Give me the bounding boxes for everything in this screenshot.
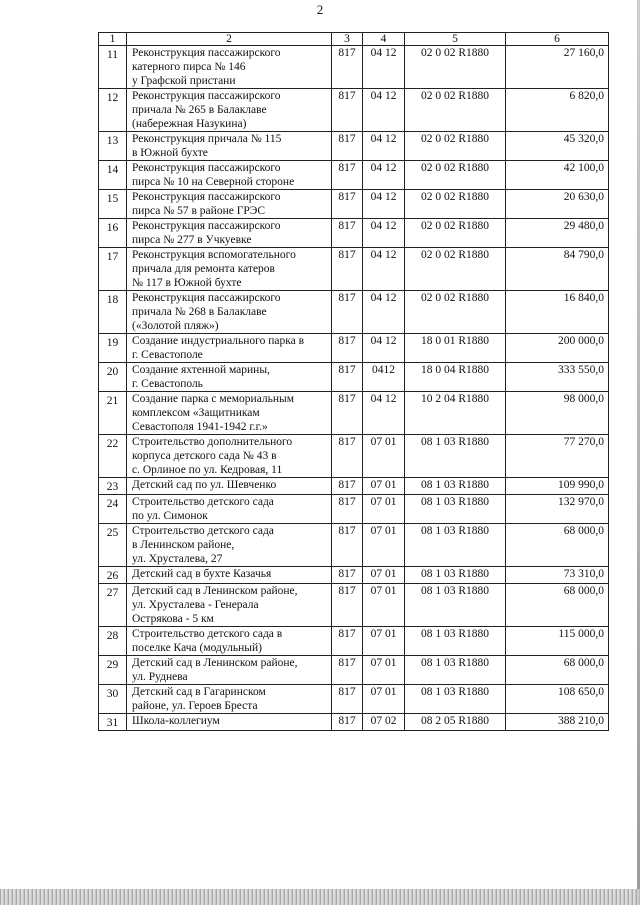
- row-col-5: 08 1 03 R1880: [405, 685, 506, 714]
- row-amount: 42 100,0: [506, 161, 609, 190]
- row-col-3: 817: [332, 334, 363, 363]
- row-name: [127, 132, 332, 161]
- table-row: [99, 132, 609, 161]
- row-name: [127, 495, 332, 524]
- page-number: 2: [316, 2, 324, 17]
- row-col-5: 08 1 03 R1880: [405, 656, 506, 685]
- row-col-3: 817: [332, 161, 363, 190]
- row-name-line: причала № 265 в Балаклаве: [132, 104, 267, 116]
- row-amount: 68 000,0: [506, 524, 609, 567]
- row-col-4: 04 12: [363, 392, 405, 435]
- row-name-line: Строительство детского сада: [132, 496, 274, 508]
- row-name: [127, 656, 332, 685]
- row-name: [127, 584, 332, 627]
- row-col-3: 817: [332, 89, 363, 132]
- row-col-5: 02 0 02 R1880: [405, 190, 506, 219]
- row-name-line: («Золотой пляж»): [132, 320, 219, 332]
- row-name-line: Реконструкция пассажирского: [132, 90, 281, 102]
- row-name-line: (набережная Назукина): [132, 118, 247, 130]
- row-amount: 16 840,0: [506, 291, 609, 334]
- row-name-line: с. Орлиное по ул. Кедровая, 11: [132, 464, 283, 476]
- row-col-3: 817: [332, 685, 363, 714]
- row-number: 12: [99, 89, 127, 132]
- row-name: [127, 685, 332, 714]
- row-col-4: 04 12: [363, 219, 405, 248]
- row-col-5: 08 1 03 R1880: [405, 567, 506, 584]
- row-col-4: 0412: [363, 363, 405, 392]
- row-col-4: 07 01: [363, 524, 405, 567]
- row-number: 25: [99, 524, 127, 567]
- row-col-5: 10 2 04 R1880: [405, 392, 506, 435]
- row-col-4: 04 12: [363, 334, 405, 363]
- row-col-3: 817: [332, 291, 363, 334]
- row-name-line: у Графской пристани: [132, 75, 236, 87]
- row-amount: 200 000,0: [506, 334, 609, 363]
- row-number: 17: [99, 248, 127, 291]
- row-col-4: 07 01: [363, 584, 405, 627]
- row-amount: 98 000,0: [506, 392, 609, 435]
- header-col-1: 1: [99, 33, 127, 46]
- row-col-4: 07 01: [363, 435, 405, 478]
- row-name: [127, 478, 332, 495]
- row-col-4: 07 01: [363, 478, 405, 495]
- header-col-5: 5: [405, 33, 506, 46]
- row-col-3: 817: [332, 627, 363, 656]
- row-col-5: 02 0 02 R1880: [405, 219, 506, 248]
- row-name-line: Строительство детского сада: [132, 525, 274, 537]
- table-row: [99, 161, 609, 190]
- row-name-line: № 117 в Южной бухте: [132, 277, 242, 289]
- row-amount: 29 480,0: [506, 219, 609, 248]
- row-name: [127, 46, 332, 89]
- row-amount: 68 000,0: [506, 656, 609, 685]
- row-number: 11: [99, 46, 127, 89]
- row-col-3: 817: [332, 190, 363, 219]
- row-name: [127, 248, 332, 291]
- row-name-line: Реконструкция пассажирского: [132, 162, 281, 174]
- row-name-line: Детский сад в бухте Казачья: [132, 568, 272, 580]
- row-col-5: 02 0 02 R1880: [405, 46, 506, 89]
- table-row: [99, 291, 609, 334]
- row-name: [127, 334, 332, 363]
- row-name-line: пирса № 57 в районе ГРЭС: [132, 205, 266, 217]
- table-row: [99, 334, 609, 363]
- row-amount: 77 270,0: [506, 435, 609, 478]
- row-col-5: 18 0 01 R1880: [405, 334, 506, 363]
- row-col-3: 817: [332, 714, 363, 731]
- table-row: [99, 685, 609, 714]
- row-number: 29: [99, 656, 127, 685]
- row-number: 14: [99, 161, 127, 190]
- row-col-4: 04 12: [363, 46, 405, 89]
- row-number: 23: [99, 478, 127, 495]
- row-col-5: 08 2 05 R1880: [405, 714, 506, 731]
- row-name-line: Детский сад в Ленинском районе,: [132, 657, 298, 669]
- row-name-line: Севастополя 1941-1942 г.г.»: [132, 421, 268, 433]
- table-row: [99, 567, 609, 584]
- header-col-3: 3: [332, 33, 363, 46]
- row-name: [127, 435, 332, 478]
- row-col-3: 817: [332, 363, 363, 392]
- table-row: [99, 46, 609, 89]
- row-number: 18: [99, 291, 127, 334]
- row-col-4: 04 12: [363, 248, 405, 291]
- row-name: [127, 714, 332, 731]
- row-name-line: г. Севастополе: [132, 349, 203, 361]
- table-row: [99, 190, 609, 219]
- row-name: [127, 219, 332, 248]
- row-name-line: Детский сад по ул. Шевченко: [132, 479, 277, 491]
- row-number: 26: [99, 567, 127, 584]
- row-amount: 115 000,0: [506, 627, 609, 656]
- row-col-4: 07 02: [363, 714, 405, 731]
- row-col-3: 817: [332, 584, 363, 627]
- row-number: 21: [99, 392, 127, 435]
- row-col-5: 02 0 02 R1880: [405, 89, 506, 132]
- row-number: 24: [99, 495, 127, 524]
- row-name-line: по ул. Симонок: [132, 510, 208, 522]
- row-name-line: корпуса детского сада № 43 в: [132, 450, 277, 462]
- row-col-3: 817: [332, 656, 363, 685]
- row-col-4: 04 12: [363, 291, 405, 334]
- row-col-4: 04 12: [363, 132, 405, 161]
- row-name-line: Острякова - 5 км: [132, 613, 214, 625]
- header-col-4: 4: [363, 33, 405, 46]
- row-number: 15: [99, 190, 127, 219]
- row-col-5: 08 1 03 R1880: [405, 495, 506, 524]
- row-col-5: 02 0 02 R1880: [405, 132, 506, 161]
- row-amount: 108 650,0: [506, 685, 609, 714]
- row-col-3: 817: [332, 567, 363, 584]
- row-name-line: ул. Хрусталева, 27: [132, 553, 223, 565]
- row-number: 20: [99, 363, 127, 392]
- row-amount: 84 790,0: [506, 248, 609, 291]
- row-name-line: Создание парка с мемориальным: [132, 393, 295, 405]
- row-col-5: 18 0 04 R1880: [405, 363, 506, 392]
- scan-bottom-edge: [0, 889, 640, 905]
- table-row: [99, 524, 609, 567]
- row-name: [127, 190, 332, 219]
- row-col-4: 07 01: [363, 627, 405, 656]
- row-name-line: Детский сад в Ленинском районе,: [132, 585, 298, 597]
- row-name-line: Школа-коллегиум: [132, 715, 220, 727]
- row-number: 28: [99, 627, 127, 656]
- row-col-3: 817: [332, 46, 363, 89]
- row-col-3: 817: [332, 478, 363, 495]
- row-col-4: 07 01: [363, 685, 405, 714]
- row-col-3: 817: [332, 392, 363, 435]
- row-amount: 68 000,0: [506, 584, 609, 627]
- row-name-line: Реконструкция пассажирского: [132, 191, 281, 203]
- row-name-line: Создание индустриального парка в: [132, 335, 305, 347]
- row-amount: 333 550,0: [506, 363, 609, 392]
- row-name-line: пирса № 10 на Северной стороне: [132, 176, 295, 188]
- row-number: 19: [99, 334, 127, 363]
- row-amount: 20 630,0: [506, 190, 609, 219]
- table-row: [99, 219, 609, 248]
- row-col-5: 08 1 03 R1880: [405, 478, 506, 495]
- row-number: 22: [99, 435, 127, 478]
- budget-table: [98, 32, 608, 731]
- row-name-line: ул. Хрусталева - Генерала: [132, 599, 259, 611]
- row-col-4: 04 12: [363, 89, 405, 132]
- row-name-line: в Южной бухте: [132, 147, 208, 159]
- table-row: [99, 392, 609, 435]
- row-number: 30: [99, 685, 127, 714]
- row-name-line: пирса № 277 в Учкуевке: [132, 234, 252, 246]
- row-name-line: катерного пирса № 146: [132, 61, 246, 73]
- row-amount: 109 990,0: [506, 478, 609, 495]
- row-name-line: Создание яхтенной марины,: [132, 364, 270, 376]
- table-row: [99, 478, 609, 495]
- row-name: [127, 524, 332, 567]
- table-row: [99, 495, 609, 524]
- row-amount: 45 320,0: [506, 132, 609, 161]
- row-name-line: Реконструкция пассажирского: [132, 220, 281, 232]
- row-name-line: причала № 268 в Балаклаве: [132, 306, 267, 318]
- row-name: [127, 363, 332, 392]
- table-row: [99, 656, 609, 685]
- row-col-3: 817: [332, 248, 363, 291]
- row-name: [127, 161, 332, 190]
- row-name-line: Реконструкция пассажирского: [132, 47, 281, 59]
- row-col-5: 08 1 03 R1880: [405, 524, 506, 567]
- table-row: [99, 435, 609, 478]
- row-name-line: Реконструкция пассажирского: [132, 292, 281, 304]
- table-row: [99, 714, 609, 731]
- row-name-line: Детский сад в Гагаринском: [132, 686, 266, 698]
- table-row: [99, 584, 609, 627]
- row-col-5: 08 1 03 R1880: [405, 435, 506, 478]
- header-col-6: 6: [506, 33, 609, 46]
- row-name: [127, 392, 332, 435]
- row-name-line: комплексом «Защитникам: [132, 407, 260, 419]
- row-name-line: Реконструкция причала № 115: [132, 133, 282, 145]
- row-col-3: 817: [332, 132, 363, 161]
- row-col-5: 08 1 03 R1880: [405, 584, 506, 627]
- header-col-2: 2: [127, 33, 332, 46]
- table-row: [99, 363, 609, 392]
- row-name: [127, 291, 332, 334]
- row-amount: 27 160,0: [506, 46, 609, 89]
- row-col-3: 817: [332, 524, 363, 567]
- row-name-line: районе, ул. Героев Бреста: [132, 700, 258, 712]
- row-name: [127, 89, 332, 132]
- row-col-4: 04 12: [363, 190, 405, 219]
- row-name-line: ул. Руднева: [132, 671, 188, 683]
- row-col-5: 02 0 02 R1880: [405, 291, 506, 334]
- row-col-4: 04 12: [363, 161, 405, 190]
- row-amount: 132 970,0: [506, 495, 609, 524]
- row-name-line: Реконструкция вспомогательного: [132, 249, 296, 261]
- row-name-line: причала для ремонта катеров: [132, 263, 275, 275]
- row-name: [127, 567, 332, 584]
- row-name-line: г. Севастополь: [132, 378, 203, 390]
- row-name-line: Строительство детского сада в: [132, 628, 283, 640]
- row-col-4: 07 01: [363, 656, 405, 685]
- row-amount: 388 210,0: [506, 714, 609, 731]
- row-name-line: в Ленинском районе,: [132, 539, 235, 551]
- row-col-3: 817: [332, 495, 363, 524]
- row-col-3: 817: [332, 435, 363, 478]
- row-number: 27: [99, 584, 127, 627]
- row-col-3: 817: [332, 219, 363, 248]
- row-name-line: Строительство дополнительного: [132, 436, 293, 448]
- row-number: 13: [99, 132, 127, 161]
- row-number: 31: [99, 714, 127, 731]
- table-row: [99, 627, 609, 656]
- row-amount: 73 310,0: [506, 567, 609, 584]
- table-row: [99, 89, 609, 132]
- row-name: [127, 627, 332, 656]
- row-col-5: 08 1 03 R1880: [405, 627, 506, 656]
- row-amount: 6 820,0: [506, 89, 609, 132]
- row-col-5: 02 0 02 R1880: [405, 248, 506, 291]
- table-row: [99, 248, 609, 291]
- row-number: 16: [99, 219, 127, 248]
- row-col-4: 07 01: [363, 567, 405, 584]
- table-header-row: [99, 33, 609, 46]
- row-col-4: 07 01: [363, 495, 405, 524]
- row-name-line: поселке Кача (модульный): [132, 642, 262, 654]
- row-col-5: 02 0 02 R1880: [405, 161, 506, 190]
